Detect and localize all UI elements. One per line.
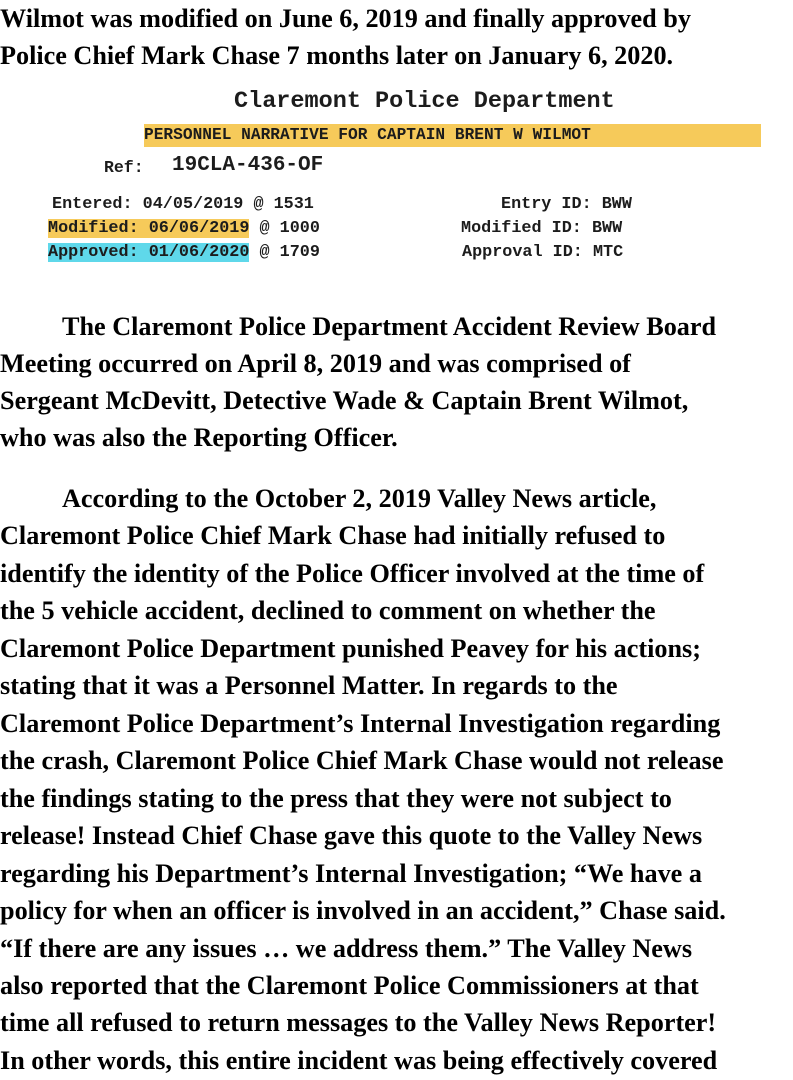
paragraph-line: In other words, this entire incident was being effectively covered — [0, 1046, 718, 1075]
paragraph-line: Claremont Police Department punished Peavey for his actions; — [0, 634, 701, 663]
paragraph-line: Claremont Police Department’s Internal Investigation regarding — [0, 709, 721, 738]
approval-id-label: Approval ID: — [462, 243, 583, 262]
paragraph-line: policy for when an officer is involved in an accident,” Chase said. — [0, 896, 726, 925]
record-ref-label: Ref: — [104, 158, 144, 177]
paragraph-line: who was also the Reporting Officer. — [0, 423, 398, 452]
paragraph-line: According to the October 2, 2019 Valley News article, — [62, 484, 657, 513]
entry-id-value: BWW — [601, 195, 632, 214]
paragraph-line: “If there are any issues … we address them.” The Valley News — [0, 934, 693, 963]
entered-date: 04/05/2019 — [142, 195, 244, 214]
paragraph-line: The Claremont Police Department Accident Review Board — [62, 312, 717, 341]
approved-label: Approved: — [48, 243, 139, 262]
intro-line-2: Police Chief Mark Chase 7 months later on January 6, 2020. — [0, 41, 674, 70]
record-department-title: Claremont Police Department — [234, 88, 615, 115]
modified-id-label: Modified ID: — [461, 219, 582, 238]
paragraph-line: the findings stating to the press that they were not subject to — [0, 784, 672, 813]
record-row-modified — [48, 219, 320, 238]
entered-label: Entered: — [52, 195, 133, 214]
record-narrative-title: PERSONNEL NARRATIVE FOR CAPTAIN BRENT W WILMOT — [144, 124, 761, 147]
paragraph-line: the 5 vehicle accident, declined to comment on whether the — [0, 596, 656, 625]
record-row-entered-id — [501, 195, 632, 214]
record-row-approved — [48, 243, 320, 262]
modified-id-value: BWW — [591, 219, 623, 238]
modified-time: @ 1000 — [259, 219, 320, 238]
paragraph-line: Meeting occurred on April 8, 2019 and was comprised of — [0, 349, 631, 378]
record-row-modified-id — [461, 219, 622, 238]
paragraph-line: identify the identity of the Police Officer involved at the time of — [0, 559, 705, 588]
paragraph-line: regarding his Department’s Internal Investigation; “We have a — [0, 859, 702, 888]
record-row-approved-id — [462, 243, 623, 262]
paragraph-line: Sergeant McDevitt, Detective Wade & Captain Brent Wilmot, — [0, 386, 689, 415]
paragraph-line: time all refused to return messages to the Valley News Reporter! — [0, 1008, 717, 1037]
modified-highlight — [48, 219, 249, 238]
paragraph-line: the crash, Claremont Police Chief Mark Chase would not release — [0, 746, 724, 775]
record-ref-value: 19CLA-436-OF — [172, 154, 324, 177]
paragraph-line: release! Instead Chief Chase gave this quote to the Valley News — [0, 821, 703, 850]
paragraph-line: Claremont Police Chief Mark Chase had initially refused to — [0, 521, 666, 550]
approved-date: 01/06/2020 — [148, 243, 250, 262]
modified-label: Modified: — [48, 219, 139, 238]
paragraph-line: also reported that the Claremont Police Commissioners at that — [0, 971, 699, 1000]
entry-id-label: Entry ID: — [501, 195, 592, 214]
intro-line-1: Wilmot was modified on June 6, 2019 and finally approved by — [0, 4, 691, 33]
entered-time: @ 1531 — [253, 195, 314, 214]
approval-id-value: MTC — [592, 243, 624, 262]
approved-highlight — [48, 243, 249, 262]
paragraph-line: stating that it was a Personnel Matter. In regards to the — [0, 671, 618, 700]
approved-time: @ 1709 — [259, 243, 320, 262]
modified-date: 06/06/2019 — [148, 219, 250, 238]
record-row-entered — [52, 195, 314, 214]
